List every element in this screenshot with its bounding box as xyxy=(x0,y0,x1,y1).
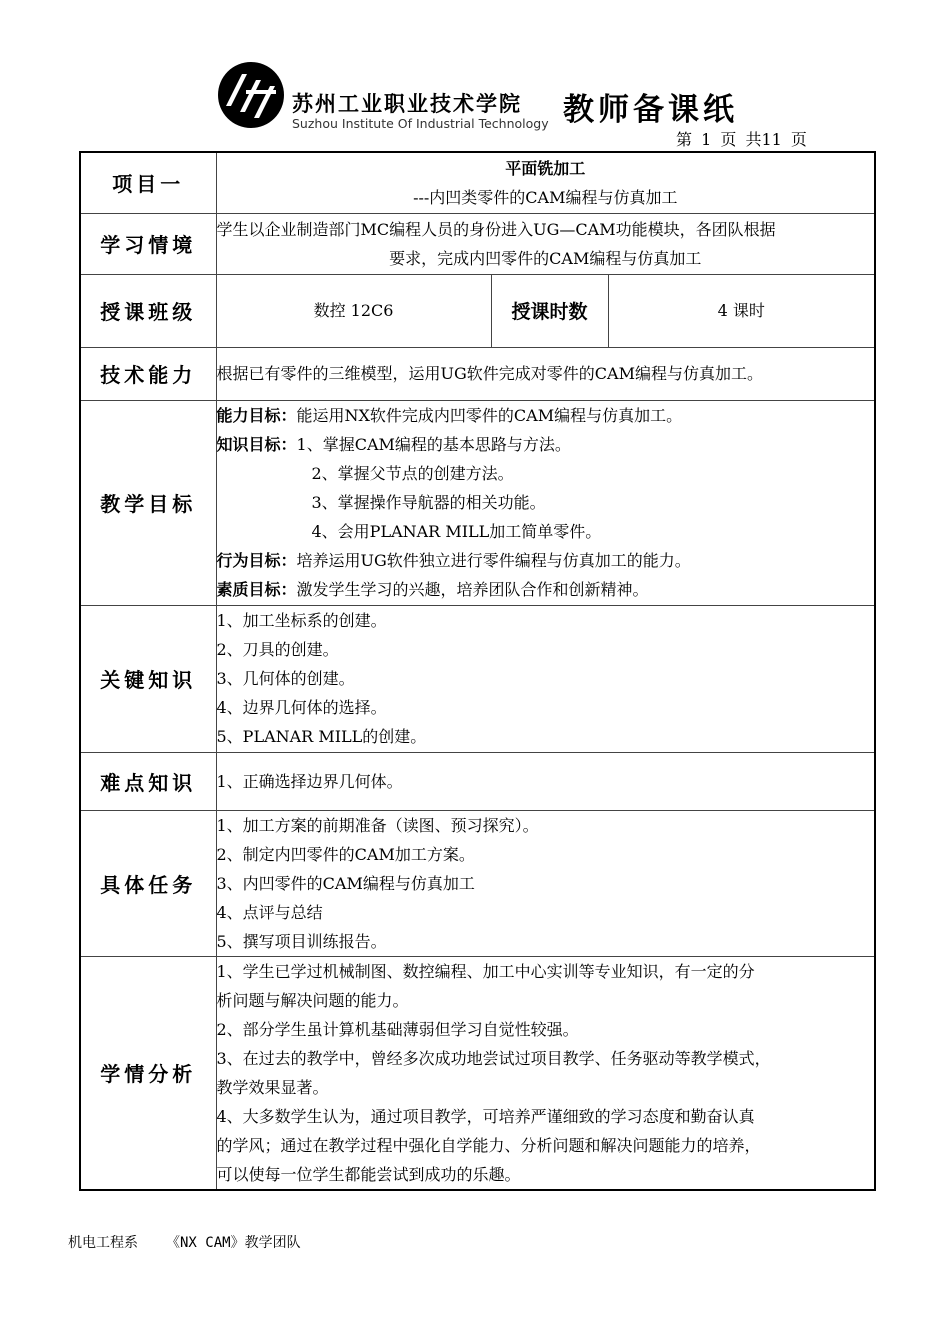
row-tech-ability xyxy=(80,347,875,400)
analysis-line: 教学效果显著。 xyxy=(216,1077,329,1097)
row-class-info xyxy=(80,274,875,347)
knowledge-item: 2、掌握父节点的创建方法。 xyxy=(311,464,514,483)
behavior-objective-label: 行为目标： xyxy=(216,551,297,570)
row-analysis xyxy=(80,956,875,1190)
list-item: 1、加工方案的前期准备（读图、预习探究）。 xyxy=(216,815,539,835)
list-item: 1、正确选择边界几何体。 xyxy=(216,771,403,791)
objectives-label: 教学目标 xyxy=(80,400,216,605)
context-label: 学习情境 xyxy=(80,213,216,274)
list-item: 5、撰写项目训练报告。 xyxy=(216,931,387,951)
tech-ability-label: 技术能力 xyxy=(80,347,216,400)
document-title: 教师备课纸 xyxy=(563,92,738,128)
page-header xyxy=(0,0,950,150)
knowledge-item: 4、会用PLANAR MILL加工简单零件。 xyxy=(311,522,602,541)
tech-ability-text: 根据已有零件的三维模型，运用UG软件完成对零件的CAM编程与仿真加工。 xyxy=(216,347,875,400)
list-item: 3、几何体的创建。 xyxy=(216,669,355,688)
school-name-cn: 苏州工业职业技术学院 xyxy=(292,92,522,116)
list-item: 2、刀具的创建。 xyxy=(216,640,339,659)
quality-objective-label: 素质目标： xyxy=(216,580,297,599)
analysis-line: 3、在过去的教学中，曾经多次成功地尝试过项目教学、任务驱动等教学模式， xyxy=(216,1048,771,1068)
project-subtitle: ---内凹类零件的CAM编程与仿真加工 xyxy=(413,187,678,207)
school-logo-icon xyxy=(216,60,286,130)
row-difficult xyxy=(80,752,875,810)
list-item: 4、点评与总结 xyxy=(216,902,323,922)
list-item: 2、制定内凹零件的CAM加工方案。 xyxy=(216,844,475,864)
quality-objective xyxy=(217,575,875,604)
tasks-cell xyxy=(216,810,875,956)
hours-label: 授课时数 xyxy=(491,274,608,347)
analysis-cell xyxy=(216,956,875,1190)
context-line: 要求，完成内凹零件的CAM编程与仿真加工 xyxy=(389,248,702,268)
list-item: 5、PLANAR MILL的创建。 xyxy=(216,727,427,746)
footer-team: 《NX CAM》教学团队 xyxy=(166,1235,301,1251)
ability-objective-label: 能力目标： xyxy=(216,406,297,425)
list-item: 3、内凹零件的CAM编程与仿真加工 xyxy=(216,873,475,893)
analysis-label: 学情分析 xyxy=(80,956,216,1190)
ability-objective-text: 能运用NX软件完成内凹零件的CAM编程与仿真加工。 xyxy=(296,406,683,425)
list-item: 1、加工坐标系的创建。 xyxy=(216,611,387,630)
difficult-label: 难点知识 xyxy=(80,752,216,810)
class-label: 授课班级 xyxy=(80,274,216,347)
knowledge-item: 3、掌握操作导航器的相关功能。 xyxy=(311,493,546,512)
analysis-line: 2、部分学生虽计算机基础薄弱但学习自觉性较强。 xyxy=(216,1019,579,1039)
row-context xyxy=(80,213,875,274)
row-project xyxy=(80,152,875,213)
difficult-cell xyxy=(216,752,875,810)
knowledge-objective xyxy=(217,430,875,459)
project-title: 平面铣加工 xyxy=(505,158,586,178)
context-cell xyxy=(216,213,875,274)
row-tasks xyxy=(80,810,875,956)
key-knowledge-label: 关键知识 xyxy=(80,605,216,752)
key-knowledge-cell xyxy=(216,605,875,752)
analysis-line: 可以使每一位学生都能尝试到成功的乐趣。 xyxy=(216,1164,521,1184)
page-indicator: 第 1 页 共11 页 xyxy=(676,130,807,149)
behavior-objective xyxy=(217,546,875,575)
lesson-plan-table xyxy=(79,151,876,1191)
tasks-label: 具体任务 xyxy=(80,810,216,956)
page-footer xyxy=(68,1232,301,1252)
analysis-line: 4、大多数学生认为，通过项目教学，可培养严谨细致的学习态度和勤奋认真 xyxy=(216,1106,755,1126)
hours-value: 4 课时 xyxy=(608,274,875,347)
knowledge-objective-label: 知识目标： xyxy=(216,435,297,454)
analysis-line: 的学风；通过在教学过程中强化自学能力、分析问题和解决问题能力的培养， xyxy=(216,1135,761,1155)
row-objectives xyxy=(80,400,875,605)
footer-department: 机电工程系 xyxy=(68,1235,138,1251)
ability-objective xyxy=(217,401,875,430)
behavior-objective-text: 培养运用UG软件独立进行零件编程与仿真加工的能力。 xyxy=(296,551,691,570)
project-cell xyxy=(216,152,875,213)
analysis-line: 析问题与解决问题的能力。 xyxy=(216,990,409,1010)
context-line: 学生以企业制造部门MC编程人员的身份进入UG—CAM功能模块，各团队根据 xyxy=(216,219,776,239)
school-name-en: Suzhou Institute Of Industrial Technology xyxy=(292,116,549,131)
analysis-line: 1、学生已学过机械制图、数控编程、加工中心实训等专业知识，有一定的分 xyxy=(216,961,755,981)
objectives-cell xyxy=(216,400,875,605)
project-label: 项目一 xyxy=(80,152,216,213)
list-item: 4、边界几何体的选择。 xyxy=(216,698,387,717)
quality-objective-text: 激发学生学习的兴趣，培养团队合作和创新精神。 xyxy=(296,580,649,599)
row-key-knowledge xyxy=(80,605,875,752)
knowledge-item: 1、掌握CAM编程的基本思路与方法。 xyxy=(296,435,571,454)
class-value: 数控 12C6 xyxy=(216,274,491,347)
